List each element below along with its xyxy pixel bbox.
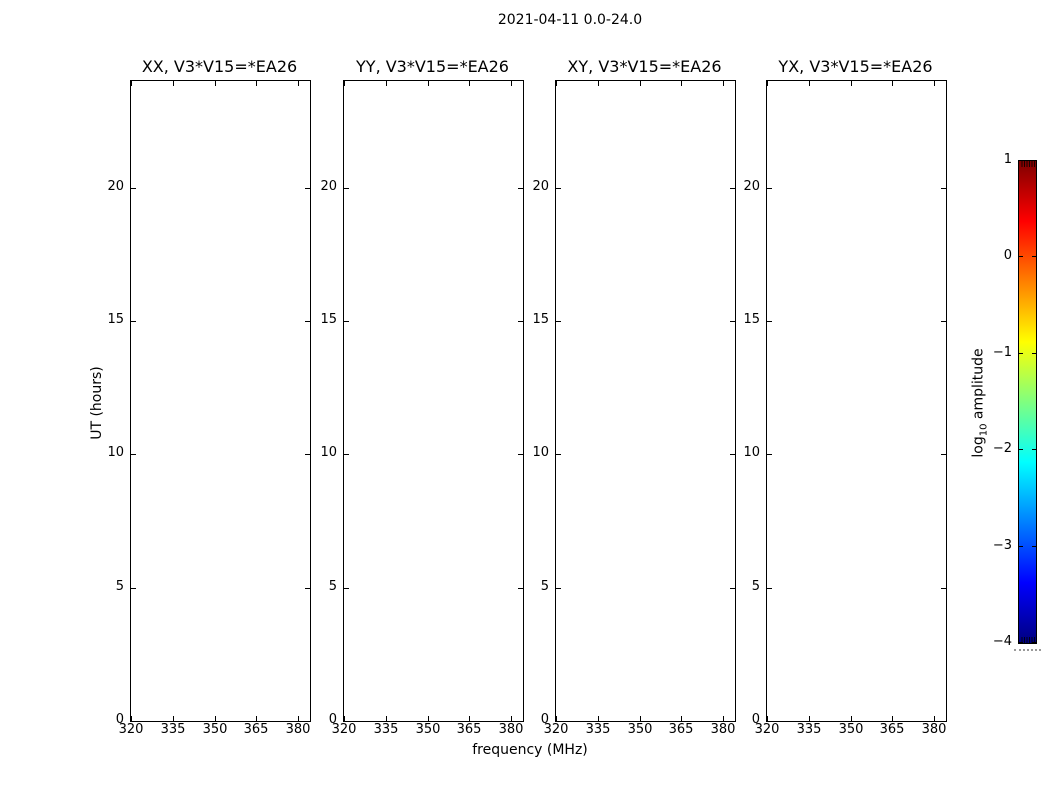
x-tick-mark: [809, 716, 810, 721]
x-tick-label: 350: [627, 722, 653, 737]
figure-title: 2021-04-11 0.0-24.0: [497, 12, 643, 28]
colorbar-tick-label: −4: [992, 634, 1012, 649]
y-tick-mark: [556, 321, 561, 322]
colorbar-tick-mark: [1019, 449, 1023, 450]
y-tick-mark: [344, 454, 349, 455]
y-tick-mark: [767, 321, 772, 322]
x-tick-mark: [256, 81, 257, 86]
colorbar-tick-label: −1: [992, 345, 1012, 360]
x-tick-mark: [386, 81, 387, 86]
x-tick-mark: [256, 716, 257, 721]
y-tick-mark: [767, 454, 772, 455]
x-tick-mark: [767, 81, 768, 86]
x-tick-mark: [428, 81, 429, 86]
y-tick-label: 20: [320, 179, 337, 194]
x-tick-label: 380: [498, 722, 524, 737]
y-tick-label: 10: [532, 445, 549, 460]
subplot-yy-plot-area: [343, 80, 524, 722]
x-tick-mark: [556, 81, 557, 86]
x-tick-mark: [215, 716, 216, 721]
x-tick-label: 320: [331, 722, 357, 737]
y-tick-mark: [767, 588, 772, 589]
y-tick-label: 0: [328, 712, 337, 727]
x-tick-mark: [640, 81, 641, 86]
y-tick-label: 10: [743, 445, 760, 460]
y-tick-mark: [556, 588, 561, 589]
x-tick-label: 350: [838, 722, 864, 737]
x-tick-label: 320: [754, 722, 780, 737]
colorbar-tick-label: −2: [992, 441, 1012, 456]
x-tick-mark: [598, 81, 599, 86]
x-tick-mark: [469, 81, 470, 86]
colorbar-tick-mark: [1032, 353, 1036, 354]
x-tick-label: 335: [796, 722, 822, 737]
y-tick-mark: [941, 588, 946, 589]
x-tick-label: 365: [243, 722, 269, 737]
y-tick-mark: [941, 454, 946, 455]
x-tick-mark: [892, 716, 893, 721]
x-tick-mark: [173, 81, 174, 86]
colorbar-tick-mark: [1032, 449, 1036, 450]
subplot-xx-plot-area: [130, 80, 311, 722]
colorbar-tick-mark: [1019, 353, 1023, 354]
x-tick-mark: [386, 716, 387, 721]
x-tick-label: 380: [921, 722, 947, 737]
x-tick-label: 335: [373, 722, 399, 737]
colorbar-tick-mark: [1032, 642, 1036, 643]
subplot-title-xy: XY, V3*V15=*EA26: [567, 57, 722, 76]
y-tick-mark: [941, 188, 946, 189]
x-tick-label: 365: [456, 722, 482, 737]
y-tick-label: 15: [743, 312, 760, 327]
y-tick-label: 5: [328, 579, 337, 594]
x-tick-mark: [640, 716, 641, 721]
subplot-title-yy: YY, V3*V15=*EA26: [356, 57, 509, 76]
y-tick-label: 0: [115, 712, 124, 727]
colorbar-tick-label: 1: [1003, 152, 1012, 167]
x-tick-mark: [173, 716, 174, 721]
colorbar-tick-mark: [1019, 546, 1023, 547]
y-tick-mark: [131, 588, 136, 589]
y-tick-label: 0: [540, 712, 549, 727]
y-tick-label: 20: [743, 179, 760, 194]
y-tick-label: 15: [532, 312, 549, 327]
colorbar-tick-mark: [1032, 256, 1036, 257]
x-tick-mark: [298, 716, 299, 721]
x-tick-label: 350: [415, 722, 441, 737]
x-tick-label: 335: [585, 722, 611, 737]
x-tick-mark: [131, 81, 132, 86]
x-tick-mark: [511, 716, 512, 721]
x-tick-label: 350: [202, 722, 228, 737]
y-tick-mark: [344, 188, 349, 189]
y-tick-label: 10: [320, 445, 337, 460]
x-tick-mark: [809, 81, 810, 86]
colorbar-tick-label: 0: [1003, 248, 1012, 263]
x-tick-label: 365: [879, 722, 905, 737]
y-tick-mark: [131, 188, 136, 189]
colorbar-dotted-edge: [1014, 649, 1041, 651]
y-tick-mark: [344, 321, 349, 322]
y-tick-label: 10: [107, 445, 124, 460]
x-axis-label: frequency (MHz): [472, 742, 588, 758]
x-tick-mark: [344, 81, 345, 86]
y-axis-label-text: UT (hours): [89, 366, 105, 440]
y-tick-label: 20: [107, 179, 124, 194]
x-tick-label: 320: [118, 722, 144, 737]
colorbar-tick-mark: [1019, 256, 1023, 257]
colorbar-hatch-top: [1020, 161, 1035, 167]
x-tick-mark: [892, 81, 893, 86]
y-tick-mark: [941, 321, 946, 322]
y-tick-mark: [131, 454, 136, 455]
colorbar-tick-mark: [1019, 642, 1023, 643]
y-tick-mark: [556, 188, 561, 189]
y-tick-label: 5: [540, 579, 549, 594]
x-tick-mark: [851, 81, 852, 86]
y-tick-label: 5: [115, 579, 124, 594]
subplot-yx-plot-area: [766, 80, 947, 722]
y-tick-mark: [767, 188, 772, 189]
x-tick-mark: [511, 81, 512, 86]
y-tick-label: 0: [751, 712, 760, 727]
x-tick-mark: [298, 81, 299, 86]
colorbar-gradient: [1019, 161, 1036, 643]
x-tick-mark: [723, 716, 724, 721]
y-tick-label: 5: [751, 579, 760, 594]
x-tick-label: 365: [668, 722, 694, 737]
x-tick-label: 380: [710, 722, 736, 737]
colorbar-tick-mark: [1032, 546, 1036, 547]
colorbar-label-text: $\log_{10}$ amplitude: [970, 348, 990, 458]
x-tick-mark: [934, 81, 935, 86]
x-tick-mark: [851, 716, 852, 721]
x-tick-mark: [723, 81, 724, 86]
y-tick-mark: [131, 321, 136, 322]
colorbar-tick-mark: [1019, 160, 1023, 161]
colorbar: [1018, 160, 1037, 644]
subplot-xy-plot-area: [555, 80, 736, 722]
y-tick-label: 20: [532, 179, 549, 194]
y-tick-mark: [556, 454, 561, 455]
colorbar-tick-mark: [1032, 160, 1036, 161]
x-tick-mark: [681, 716, 682, 721]
x-tick-mark: [934, 716, 935, 721]
x-tick-mark: [681, 81, 682, 86]
x-tick-mark: [598, 716, 599, 721]
x-tick-label: 335: [160, 722, 186, 737]
x-tick-mark: [428, 716, 429, 721]
x-tick-mark: [215, 81, 216, 86]
subplot-title-xx: XX, V3*V15=*EA26: [141, 57, 298, 76]
colorbar-tick-label: −3: [992, 538, 1012, 553]
y-tick-label: 15: [107, 312, 124, 327]
subplot-title-yx: YX, V3*V15=*EA26: [778, 57, 933, 76]
y-tick-mark: [344, 588, 349, 589]
x-tick-label: 380: [285, 722, 311, 737]
x-tick-label: 320: [543, 722, 569, 737]
x-tick-mark: [469, 716, 470, 721]
y-tick-label: 15: [320, 312, 337, 327]
